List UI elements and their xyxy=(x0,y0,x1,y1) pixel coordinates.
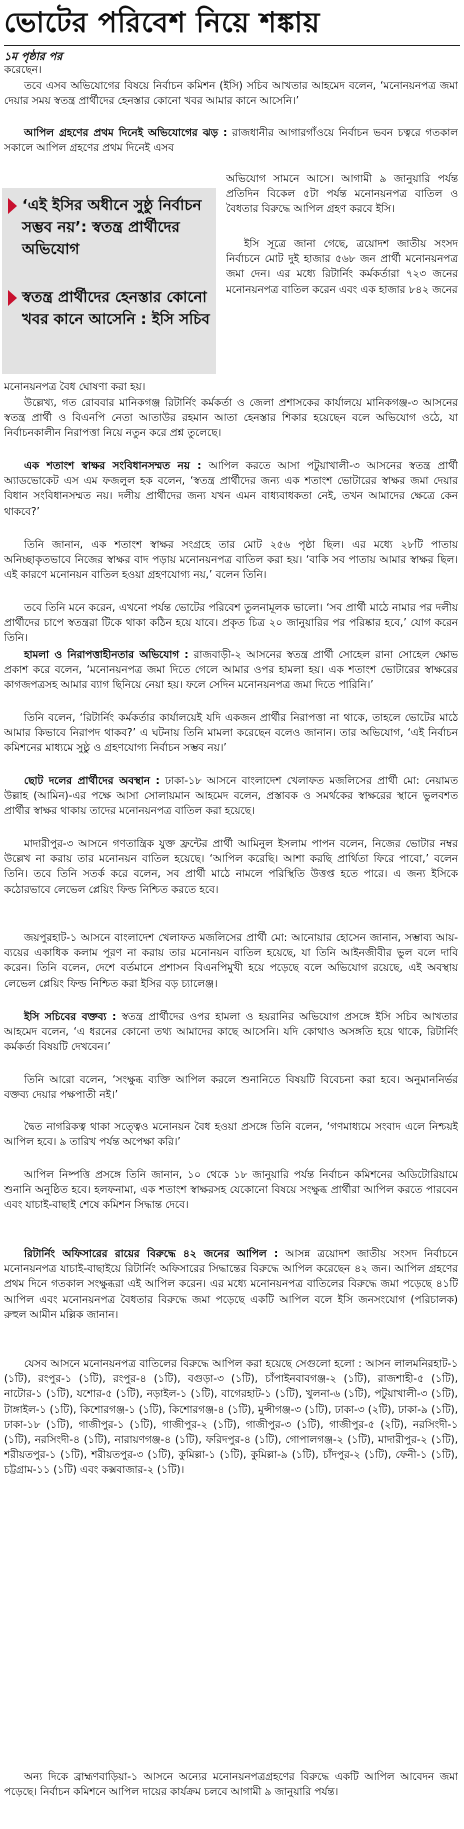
paragraph xyxy=(4,774,458,836)
paragraph-text: স্বতন্ত্র প্রার্থীদের ওপর হামলা ও হয়রানির অভিযোগ প্রসঙ্গে ইসি সচিব আখতার আহমেদ বলেন, ‘এ ধরনের কোনো তথ্য আমাদের কাছে আসেনি। যদি কোথাও অসঙ্গতি হয়ে থাকে, রিটার্নিং কর্মকর্তা বিষয়টি দেখবেন।’ xyxy=(4,1011,458,1054)
paragraph xyxy=(4,459,458,536)
subhead: এক শতাংশ স্বাক্ষর সংবিধানসম্মত নয় : xyxy=(24,460,202,472)
paragraph: অভিযোগ সামনে আসে। আগামী ৯ জানুয়ারি পর্যন্ত প্রতিদিন বিকেল ৫টা পর্যন্ত মনোনয়নপত্র বাতিল ও বৈধতার বিরুদ্ধে আপিল গ্রহণ করবে ইসি। xyxy=(226,173,458,216)
paragraph: দ্বৈত নাগরিকত্ব থাকা সত্ত্বেও মনোনয়ন বৈধ হওয়া প্রসঙ্গে তিনি বলেন, ‘গণমাধ্যমে সংবাদ এলে নিশ্চয়ই আপিল হবে। ৯ তারিখ পর্যন্ত অপেক্ষা করি।’ xyxy=(4,1121,458,1149)
paragraph-text: রাজধানীর আগারগাঁওয়ে নির্বাচন ভবন চত্বরে গতকাল সকালে আপিল গ্রহণের প্রথম দিনেই এসব xyxy=(4,127,458,155)
pull-quote: ‘এই ইসির অধীনে সুষ্ঠু নির্বাচন সম্ভব নয়’: স্বতন্ত্র প্রার্থীদের অভিযোগ xyxy=(22,196,202,258)
pull-quote: স্বতন্ত্র প্রার্থীদের হেনস্তার কোনো খবর কানে আসেনি : ইসি সচিব xyxy=(22,288,210,328)
bullet-marker xyxy=(8,198,17,214)
pull-quote-box xyxy=(2,188,216,374)
paragraph-text: ঢাকা-১৮ আসনে বাংলাদেশ খেলাফত মজলিসের প্রার্থী মো: নেয়ামত উল্লাহ (আমিন)-এর পক্ষে আসা সোলায়মান আহমেদ বলেন, প্রস্তাবক ও সমর্থকের স্বাক্ষরের স্থানে ভুলবশত প্রার্থীর স্বাক্ষর থাকায় তাদের মনোনয়নপত্র বাতিল করা হয়েছে। xyxy=(4,775,458,818)
paragraph-text: রাজবাড়ী-২ আসনের স্বতন্ত্র প্রার্থী সোহেল রানা সোহেল ক্ষোভ প্রকাশ করে বলেন, ‘মনোনয়নপত্র জমা দিতে গেলে আমার ওপর হামলা হয়। এক শতাংশ ভোটারের স্বাক্ষরের কাগজপত্রসহ আমার ব্যাগ ছিনিয়ে নেয়া হয়। ফলে সেদিন মনোনয়নপত্র জমা দিতে পারিনি।’ xyxy=(4,649,458,692)
headline-rule xyxy=(4,45,460,46)
continued-label: ১ম পৃষ্ঠার পর xyxy=(4,50,63,63)
paragraph xyxy=(4,648,458,710)
subhead: ইসি সচিবের বক্তব্য : xyxy=(24,1011,117,1023)
paragraph xyxy=(4,126,458,172)
paragraph: অন্য দিকে ব্রাহ্মণবাড়িয়া-১ আসনে অন্যের মনোনয়নপত্রগ্রহণের বিরুদ্ধে একটি আপিল আবেদন জমা পড়েছে। নির্বাচন কমিশনে আপিল দায়ের কার্যক্রম চলবে আগামী ৯ জানুয়ারি পর্যন্ত। xyxy=(4,1771,458,1799)
subhead: হামলা ও নিরাপত্তাহীনতার অভিযোগ : xyxy=(24,649,189,661)
subhead: আপিল গ্রহণের প্রথম দিনেই অভিযোগের ঝড় : xyxy=(24,127,228,139)
paragraph: উল্লেখ্য, গত রোববার মানিকগঞ্জ রিটার্নিং কর্মকর্তা ও জেলা প্রশাসকের কার্যালয়ে মানিকগঞ্জ-৩ আসনের স্বতন্ত্র প্রার্থী ও বিএনপি নেতা আতাউর রহমান আতা হেনস্তার শিকার হয়েছেন বলে অভিযোগ ওঠে, যা নির্বাচনকালীন নিরাপত্তা নিয়ে নতুন করে প্রশ্ন তুলেছে। xyxy=(4,397,458,440)
paragraph: মনোনয়নপত্র বৈধ ঘোষণা করা হয়। xyxy=(4,381,146,393)
paragraph-text: আসন্ন ত্রয়োদশ জাতীয় সংসদ নির্বাচনে মনোনয়নপত্র যাচাই-বাছাইয়ে রিটার্নিং অফিসারের সিদ্ধান্তের বিরুদ্ধে আপিল করেছেন ৪২ জন। আপিল গ্রহণের প্রথম দিনে গতকাল সংক্ষুব্ধরা এই আপিল করেন। এর মধ্যে মনোনয়নপত্র বাতিলের বিরুদ্ধে জমা পড়েছে ৪১টি আপিল এবং মনোনয়নপত্র বৈধতার বিরুদ্ধে জমা পড়েছে একটি আপিল বলে ইসি জনসংযোগ (পরিচালক) রুহুল আমীন মল্লিক জানান। xyxy=(4,1248,458,1321)
paragraph: করেছেন। xyxy=(4,64,42,76)
paragraph: জয়পুরহাট-১ আসনে বাংলাদেশ খেলাফত মজলিসের প্রার্থী মো: আনোয়ার হোসেন জানান, সম্ভাব্য আয়-ব্যয়ের একাধিক কলাম পূরণ না করায় তার মনোনয়ন বাতিল হয়েছে, যা তিনি আইনজীবীর ভুল বলে দাবি করেন। তিনি বলেন, দেশে বর্তমানে প্রশাসন বিএনপিমুখী হয়ে পড়েছে বলে অভিযোগ রয়েছে, এই অবস্থায় লেভেল প্লেয়িং ফিল্ড নিশ্চিত করা ইসির বড় চ্যালেঞ্জ। xyxy=(4,932,458,990)
paragraph: মাদারীপুর-৩ আসনে গণতান্ত্রিক যুক্ত ফ্রন্টের প্রার্থী আমিনুল ইসলাম পাপন বলেন, নিজের ভোটার নম্বর উল্লেখ না করায় তার মনোনয়ন বাতিল হয়েছে। ‘আপিল করেছি। আশা করছি প্রার্থিতা ফিরে পাবো,’ বলেন তিনি। তবে তিনি সতর্ক করে বলেন, সব প্রার্থী মাঠে নামলে পরিস্থিতি উত্তপ্ত হতে পারে। এ জন্য ইসিকে কঠোরভাবে লেভেল প্লেয়িং ফিল্ড নিশ্চিত করতে হবে। xyxy=(4,838,458,896)
headline: ভোটের পরিবেশ নিয়ে শঙ্কায় xyxy=(4,6,320,39)
paragraph xyxy=(4,1247,458,1355)
subhead: রিটার্নিং অফিসারের রায়ের বিরুদ্ধে ৪২ জনের আপিল : xyxy=(24,1248,279,1260)
paragraph-text: আপিল করতে আসা পটুয়াখালী-৩ আসনের স্বতন্ত্র প্রার্থী অ্যাডভোকেট এস এম ফজলুল হক বলেন, ‘স্বতন্ত্র প্রার্থীদের জন্য এক শতাংশ ভোটারের স্বাক্ষর জমা দেয়ার বিধান সংবিধানসম্মত নয়। দলীয় প্রার্থীদের জন্য যখন এমন বাধ্যবাধকতা নেই, তখন আমাদের ক্ষেত্রে কেন থাকবে?’ xyxy=(4,460,458,518)
paragraph: তবে তিনি মনে করেন, এখনো পর্যন্ত ভোটের পরিবেশ তুলনামূলক ভালো। ‘সব প্রার্থী মাঠে নামার পর দলীয় প্রার্থীদের চাপে স্বতন্ত্ররা টিকে থাকা কঠিন হয়ে যাবে। প্রকৃত চিত্র ২০ জানুয়ারির পর পরিষ্কার হবে,’ যোগ করেন তিনি। xyxy=(4,602,458,645)
paragraph: তবে এসব অভিযোগের বিষয়ে নির্বাচন কমিশন (ইসি) সচিব আখতার আহমেদ বলেন, ‘মনোনয়নপত্র জমা দেয়ার সময় স্বতন্ত্র প্রার্থীদের হেনস্তার কোনো খবর আমার কানে আসেনি।’ xyxy=(4,80,458,108)
bullet-marker xyxy=(8,290,17,306)
paragraph: আপিল নিষ্পত্তি প্রসঙ্গে তিনি জানান, ১০ থেকে ১৮ জানুয়ারি পর্যন্ত নির্বাচন কমিশনের অডিটোরিয়ামে শুনানি অনুষ্ঠিত হবে। হলফনামা, এক শতাংশ স্বাক্ষরসহ যেকোনো বিষয়ে সংক্ষুব্ধ প্রার্থীরা আপিল করতে পারবেন এবং যাচাই-বাছাই শেষে কমিশন সিদ্ধান্ত দেবে। xyxy=(4,1169,458,1212)
paragraph: তিনি আরো বলেন, ‘সংক্ষুব্ধ ব্যক্তি আপিল করলে শুনানিতে বিষয়টি বিবেচনা করা হবে। অনুমাননির্ভর বক্তব্য দেয়ার পক্ষপাতী নই।’ xyxy=(4,1074,458,1102)
paragraph xyxy=(4,1010,458,1072)
paragraph: যেসব আসনে মনোনয়নপত্র বাতিলের বিরুদ্ধে আপিল করা হয়েছে সেগুলো হলো : আসন লালমনিরহাট-১ (১টি), রংপুর-১ (১টি), রংপুর-৪ (১টি), বগুড়া-৩ (১টি), চাঁপাইনবাবগঞ্জ-২ (১টি), রাজশাহী-৫ (১টি), নাটোর-১ (১টি), যশোর-৫ (১টি), নড়াইল-১ (১টি), বাগেরহাট-১ (১টি), খুলনা-৬ (১টি), পটুয়াখালী-৩ (১টি), টাঙ্গাইল-১ (১টি), কিশোরগঞ্জ-১ (১টি), কিশোরগঞ্জ-৪ (১টি), মুন্সীগঞ্জ-৩ (১টি), ঢাকা-৩ (২টি), ঢাকা-৯ (১টি), ঢাকা-১৮ (১টি), গাজীপুর-১ (১টি), গাজীপুর-২ (১টি), গাজীপুর-৩ (১টি), গাজীপুর-৫ (২টি), নরসিংদী-১ (১টি), নরসিংদী-৪ (১টি), নারায়ণগঞ্জ-৪ (১টি), ফরিদপুর-৪ (১টি), গোপালগঞ্জ-২ (১টি), মাদারীপুর-২ (১টি), শরীয়তপুর-১ (১টি), শরীয়তপুর-৩ (১টি), কুমিল্লা-১ (১টি), কুমিল্লা-৯ (১টি), চাঁদপুর-২ (১টি), ফেনী-১ (১টি), চট্টগ্রাম-১১ (১টি) এবং কক্সবাজার-২ (১টি)। xyxy=(4,1358,458,1477)
paragraph: ইসি সূত্রে জানা গেছে, ত্রয়োদশ জাতীয় সংসদ নির্বাচনে মোট দুই হাজার ৫৬৮ জন প্রার্থী মনোনয়নপত্র জমা দেন। এর মধ্যে রিটার্নিং কর্মকর্তারা ৭২৩ জনের মনোনয়নপত্র বাতিল করেন এবং এক হাজার ৮৪২ জনের xyxy=(226,238,458,296)
subhead: ছোট দলের প্রার্থীদের অবস্থান : xyxy=(24,775,160,787)
paragraph: তিনি বলেন, ‘রিটার্নিং কর্মকর্তার কার্যালয়েই যদি একজন প্রার্থীর নিরাপত্তা না থাকে, তাহলে ভোটের মাঠে আমার কিভাবে নিরাপদ থাকব?’ এ ঘটনায় তিনি মামলা করেছেন বলেও জানান। তার অভিযোগ, ‘এই নির্বাচন কমিশনের মাধ্যমে সুষ্ঠু ও গ্রহণযোগ্য নির্বাচন সম্ভব নয়।’ xyxy=(4,712,458,755)
paragraph: তিনি জানান, এক শতাংশ স্বাক্ষর সংগ্রহে তার মোট ২৫৬ পৃষ্ঠা ছিল। এর মধ্যে ২৮টি পাতায় অনিচ্ছাকৃতভাবে নিজের স্বাক্ষর বাদ পড়ায় মনোনয়নপত্র বাতিল করা হয়। ‘বাকি সব পাতায় আমার স্বাক্ষর ছিল। এই কারণে মনোনয়ন বাতিল হওয়া গ্রহণযোগ্য নয়,’ বলেন তিনি। xyxy=(4,539,458,582)
